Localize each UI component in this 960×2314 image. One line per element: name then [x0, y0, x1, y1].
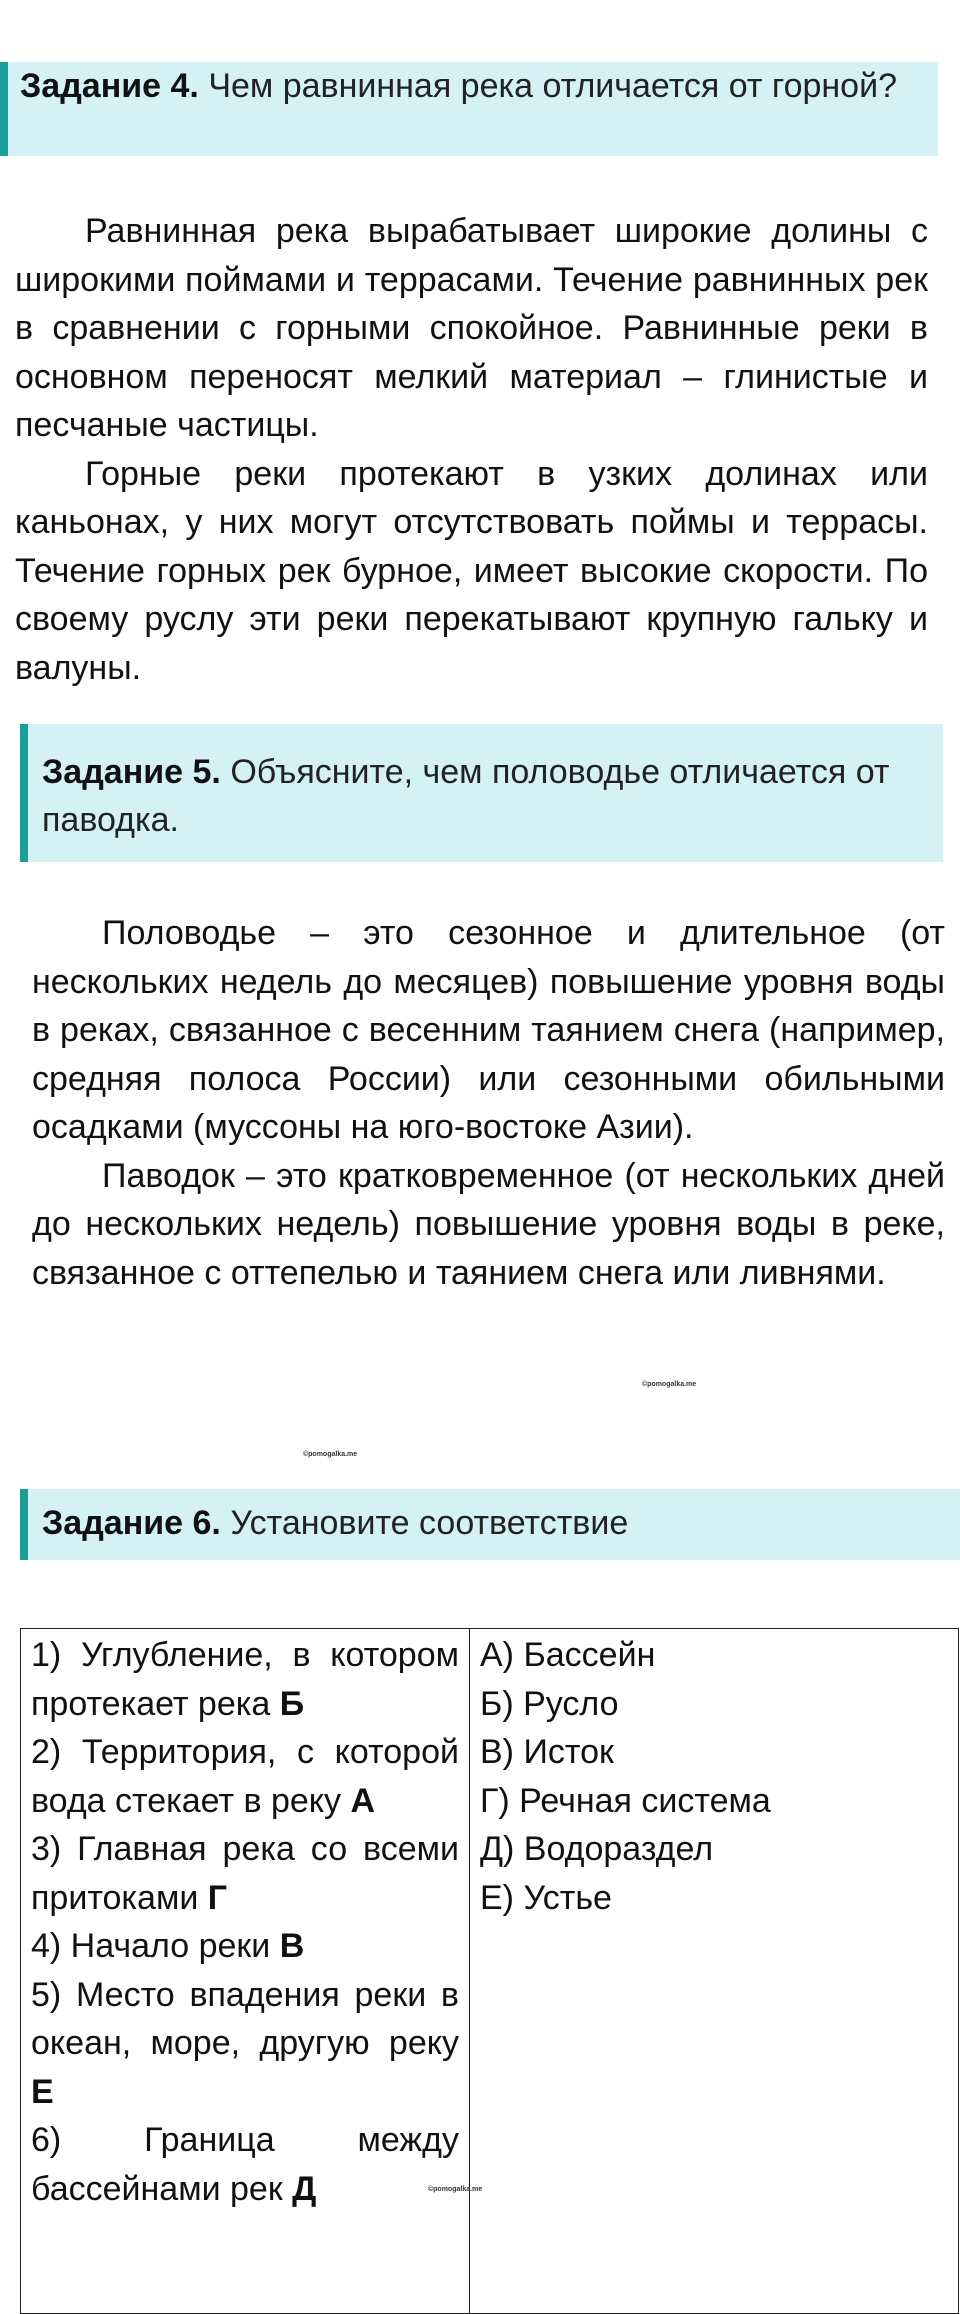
list-item: 5) Место впадения реки в океан, море, другую реку Е	[31, 1975, 459, 2111]
task5-answer	[32, 909, 945, 1297]
task4-label: Задание 4.	[20, 67, 199, 105]
matching-table	[20, 1628, 959, 2314]
answer-letter: Б	[279, 1684, 305, 1723]
task4-header	[0, 62, 938, 156]
task5-question: Объясните, чем половодье отличается от паводка.	[42, 753, 890, 839]
table-row	[21, 1629, 959, 2314]
task4-question: Чем равнинная река отличается от горной?	[208, 67, 897, 105]
list-item: 2) Территория, с которой вода стекает в реку А	[31, 1733, 459, 1820]
answer-letter: В	[279, 1927, 305, 1965]
task4-answer-para-1: Равнинная река вырабатывает широкие долины с широкими поймами и террасами. Течение равнинных рек в сравнении с горными спокойное. Равнинные реки в основном переносят мелкий материал – глинистые и песчаные частицы.	[15, 212, 928, 444]
list-item: 1) Углубление, в котором протекает река Б	[31, 1636, 459, 1723]
watermark: ©pomogalka.me	[642, 1381, 697, 1388]
task5-answer-para-1: Половодье – это сезонное и длительное (от нескольких недель до месяцев) повышение уровня воды в реках, связанное с весенним таянием снега (например, средняя полоса России) или сезонными обильными осадками (муссоны на юго-востоке Азии).	[32, 914, 945, 1146]
watermark: ©pomogalka.me	[303, 1451, 358, 1458]
task6-header	[20, 1489, 960, 1560]
right-column	[470, 1629, 959, 2314]
answer-letter: Г	[207, 1878, 228, 1917]
answer-letter: Е	[31, 2072, 54, 2111]
list-item: В) Исток	[480, 1733, 614, 1771]
list-item: А) Бассейн	[480, 1636, 656, 1674]
left-column	[21, 1629, 470, 2314]
answer-letter: А	[350, 1781, 376, 1820]
task4-answer-para-2: Горные реки протекают в узких долинах или каньонах, у них могут отсутствовать поймы и террасы. Течение горных рек бурное, имеет высокие скорости. По своему руслу эти реки перекатывают крупную гальку и валуны.	[15, 454, 928, 687]
list-item: Б) Русло	[480, 1684, 619, 1723]
task6-label: Задание 6.	[42, 1504, 221, 1542]
answer-letter: Д	[292, 2169, 317, 2208]
watermark: ©pomogalka.me	[428, 2186, 483, 2193]
task6-question: Установите соответствие	[230, 1504, 629, 1542]
list-item: 6) Граница между бассейнами рек Д	[31, 2121, 459, 2208]
task4-answer	[15, 207, 928, 692]
task5-header	[20, 724, 943, 862]
task5-label: Задание 5.	[42, 753, 221, 791]
list-item: 3) Главная река со всеми притоками Г	[31, 1830, 459, 1917]
list-item: 4) Начало реки В	[31, 1927, 305, 1965]
list-item: Г) Речная система	[480, 1781, 771, 1820]
task5-answer-para-2: Паводок – это кратковременное (от нескольких дней до нескольких недель) повышение уровня воды в реке, связанное с оттепелью и таянием снега или ливнями.	[32, 1156, 945, 1292]
list-item: Е) Устье	[480, 1878, 612, 1917]
list-item: Д) Водораздел	[480, 1830, 714, 1868]
